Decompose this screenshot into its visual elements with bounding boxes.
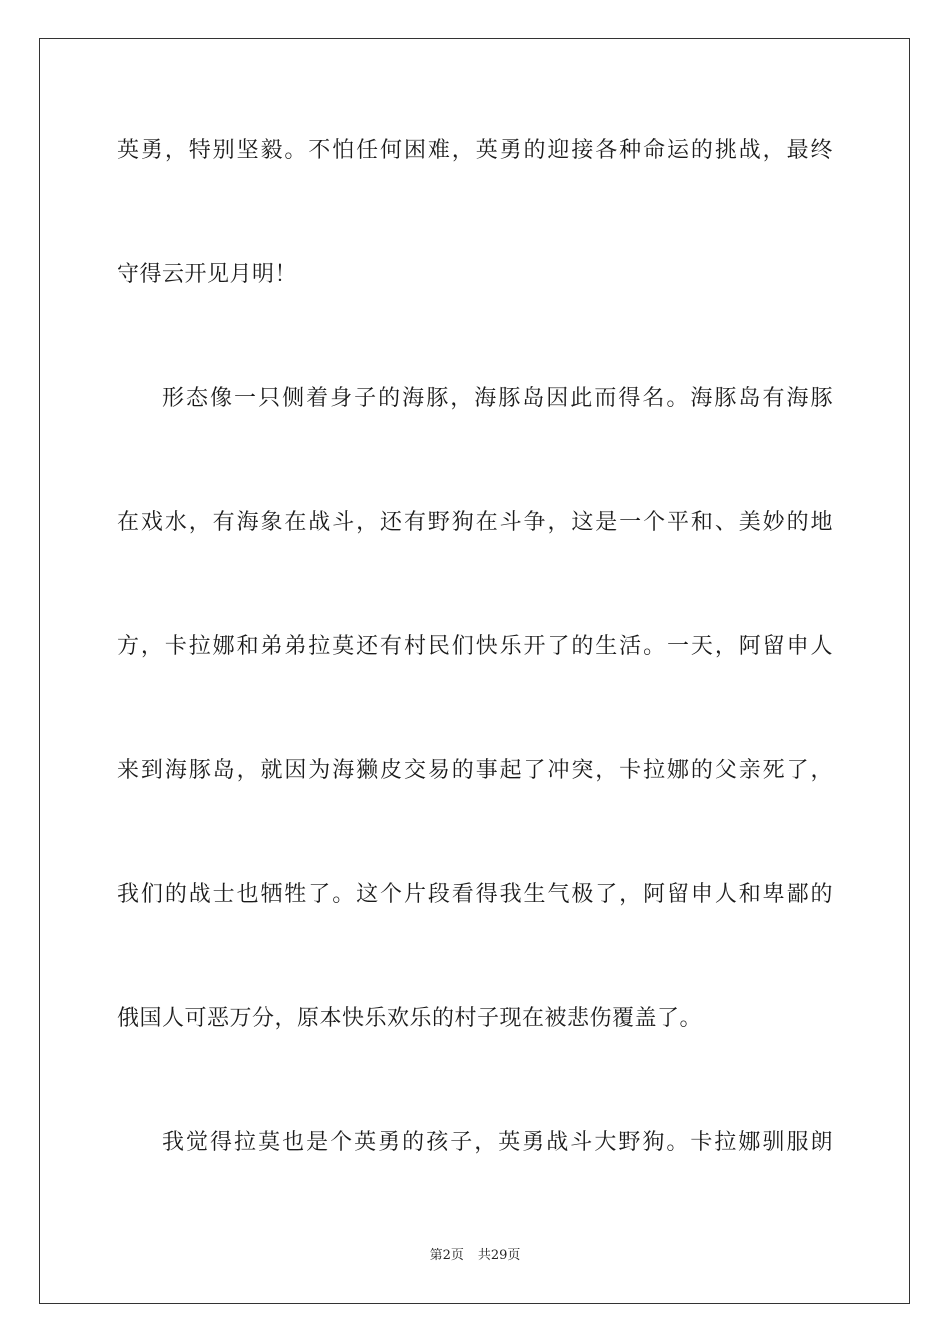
body-text-line: 在戏水，有海象在战斗，还有野狗在斗争，这是一个平和、美妙的地	[117, 510, 833, 535]
body-text-line: 方，卡拉娜和弟弟拉莫还有村民们快乐开了的生活。一天，阿留申人	[117, 634, 833, 659]
body-text-line: 俄国人可恶万分，原本快乐欢乐的村子现在被悲伤覆盖了。	[117, 1006, 703, 1031]
page-border	[39, 38, 910, 1304]
paragraph-first-line: 形态像一只侧着身子的海豚，海豚岛因此而得名。海豚岛有海豚	[162, 386, 833, 411]
total-pages: 共29页	[477, 1248, 521, 1263]
paragraph-first-line: 我觉得拉莫也是个英勇的孩子，英勇战斗大野狗。卡拉娜驯服朗	[162, 1130, 833, 1155]
body-text-line: 我们的战士也牺牲了。这个片段看得我生气极了，阿留申人和卑鄙的	[117, 882, 833, 907]
body-text-line: 守得云开见月明！	[117, 262, 298, 287]
body-text-line: 英勇，特别坚毅。不怕任何困难，英勇的迎接各种命运的挑战，最终	[117, 138, 833, 163]
page-number: 第2页	[429, 1248, 464, 1263]
body-text-line: 来到海豚岛，就因为海獭皮交易的事起了冲突，卡拉娜的父亲死了，	[117, 758, 833, 783]
page-footer	[0, 1248, 950, 1264]
